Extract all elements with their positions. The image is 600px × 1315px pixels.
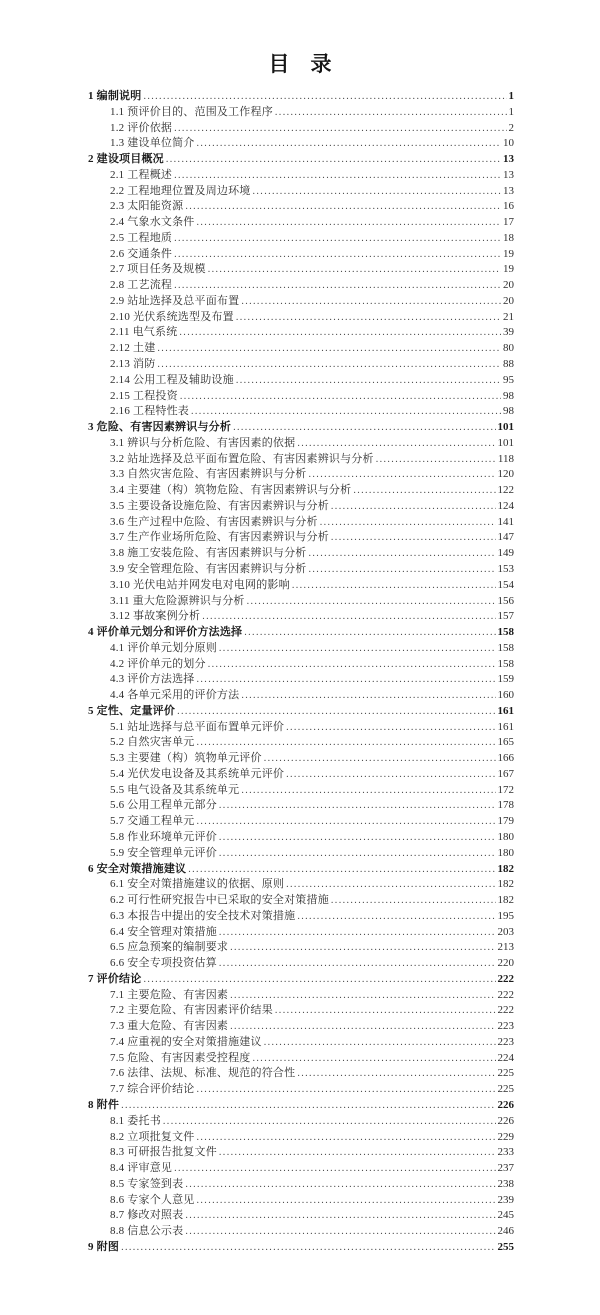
- dot-leader: [236, 373, 501, 389]
- toc-entry-page: 255: [497, 1240, 514, 1253]
- dot-leader: [275, 1003, 496, 1019]
- toc-entry: [88, 1098, 514, 1114]
- toc-entry: [88, 657, 514, 673]
- toc-entry: [88, 530, 514, 546]
- toc-entry-page: 160: [497, 689, 514, 702]
- toc-list: [88, 89, 514, 1256]
- toc-entry-label: 4.2 评价单元的划分: [110, 657, 206, 670]
- dot-leader: [197, 1082, 496, 1098]
- toc-entry-label: 2.14 公用工程及辅助设施: [110, 373, 234, 386]
- dot-leader: [121, 1098, 495, 1114]
- dot-leader: [264, 751, 496, 767]
- toc-entry: [88, 862, 514, 878]
- toc-entry: [88, 1193, 514, 1209]
- toc-entry-page: 158: [497, 626, 514, 639]
- toc-entry-page: 124: [497, 499, 514, 512]
- dot-leader: [174, 1161, 495, 1177]
- toc-entry-page: 19: [503, 247, 514, 260]
- toc-entry-page: 225: [497, 1067, 514, 1080]
- toc-entry: [88, 546, 514, 562]
- toc-entry-label: 2.6 交通条件: [110, 247, 173, 260]
- toc-entry: [88, 215, 514, 231]
- toc-entry: [88, 972, 514, 988]
- toc-entry-label: 3.9 安全管理危险、有害因素辨识与分析: [110, 562, 307, 575]
- dot-leader: [174, 231, 501, 247]
- toc-entry-label: 3.6 生产过程中危险、有害因素辨识与分析: [110, 515, 318, 528]
- toc-entry-label: 6 安全对策措施建议: [88, 862, 187, 875]
- toc-entry: [88, 893, 514, 909]
- toc-entry-page: 158: [497, 641, 514, 654]
- dot-leader: [275, 105, 507, 121]
- dot-leader: [331, 499, 496, 515]
- toc-entry-page: 180: [497, 830, 514, 843]
- dot-leader: [191, 404, 501, 420]
- toc-entry-page: 182: [497, 862, 514, 875]
- toc-entry: [88, 688, 514, 704]
- toc-entry: [88, 877, 514, 893]
- dot-leader: [247, 594, 496, 610]
- dot-leader: [353, 483, 495, 499]
- dot-leader: [197, 1193, 496, 1209]
- dot-leader: [297, 1066, 495, 1082]
- toc-entry-label: 2 建设项目概况: [88, 153, 164, 166]
- toc-entry-page: 80: [503, 342, 514, 355]
- toc-entry-page: 2: [508, 121, 514, 134]
- toc-entry-label: 2.5 工程地质: [110, 231, 173, 244]
- toc-entry: [88, 89, 514, 105]
- dot-leader: [309, 562, 496, 578]
- toc-entry-page: 229: [497, 1130, 514, 1143]
- toc-entry: [88, 1240, 514, 1256]
- dot-leader: [185, 1224, 495, 1240]
- dot-leader: [143, 972, 495, 988]
- dot-leader: [297, 909, 495, 925]
- toc-entry-label: 2.16 工程特性表: [110, 405, 189, 418]
- toc-entry-label: 7.3 重大危险、有害因素: [110, 1020, 229, 1033]
- toc-entry-label: 8.8 信息公示表: [110, 1225, 184, 1238]
- toc-entry-page: 226: [497, 1114, 514, 1127]
- toc-entry: [88, 1130, 514, 1146]
- dot-leader: [236, 310, 501, 326]
- toc-entry-label: 9 附图: [88, 1240, 120, 1253]
- dot-leader: [177, 704, 495, 720]
- toc-entry-page: 122: [497, 484, 514, 497]
- toc-entry-page: 246: [497, 1225, 514, 1238]
- toc-entry-page: 120: [497, 468, 514, 481]
- toc-entry: [88, 1208, 514, 1224]
- dot-leader: [179, 325, 501, 341]
- toc-entry-page: 16: [503, 200, 514, 213]
- toc-entry: [88, 1035, 514, 1051]
- toc-entry-label: 3.4 主要建（构）筑物危险、有害因素辨识与分析: [110, 484, 352, 497]
- toc-entry-label: 3 危险、有害因素辨识与分析: [88, 421, 232, 434]
- toc-entry: [88, 294, 514, 310]
- toc-entry-page: 20: [503, 279, 514, 292]
- toc-entry-page: 158: [497, 657, 514, 670]
- toc-entry-page: 156: [497, 594, 514, 607]
- dot-leader: [174, 278, 501, 294]
- toc-entry-label: 6.6 安全专项投资估算: [110, 957, 217, 970]
- dot-leader: [202, 609, 495, 625]
- toc-entry: [88, 136, 514, 152]
- toc-entry-page: 165: [497, 736, 514, 749]
- toc-entry: [88, 720, 514, 736]
- dot-leader: [309, 546, 496, 562]
- toc-entry-page: 39: [503, 326, 514, 339]
- dot-leader: [166, 152, 501, 168]
- toc-entry-label: 2.8 工艺流程: [110, 279, 173, 292]
- toc-entry-page: 179: [497, 815, 514, 828]
- toc-entry: [88, 262, 514, 278]
- toc-entry-page: 166: [497, 752, 514, 765]
- toc-entry-label: 2.10 光伏系统选型及布置: [110, 310, 234, 323]
- dot-leader: [253, 1051, 496, 1067]
- toc-entry: [88, 846, 514, 862]
- toc-entry: [88, 121, 514, 137]
- dot-leader: [219, 641, 496, 657]
- toc-entry-label: 3.11 重大危险源辨识与分析: [110, 594, 245, 607]
- toc-entry-label: 6.1 安全对策措施建议的依据、原则: [110, 878, 285, 891]
- toc-entry-page: 101: [497, 436, 514, 449]
- dot-leader: [197, 136, 502, 152]
- toc-entry-page: 98: [503, 405, 514, 418]
- toc-entry-page: 13: [503, 184, 514, 197]
- toc-entry-label: 3.8 施工安装危险、有害因素辨识与分析: [110, 547, 307, 560]
- toc-entry-page: 233: [497, 1146, 514, 1159]
- toc-entry-label: 2.3 太阳能资源: [110, 200, 184, 213]
- dot-leader: [376, 452, 496, 468]
- toc-entry: [88, 704, 514, 720]
- toc-entry-label: 5.8 作业环境单元评价: [110, 830, 217, 843]
- toc-entry-label: 5.6 公用工程单元部分: [110, 799, 217, 812]
- dot-leader: [331, 893, 496, 909]
- toc-entry: [88, 751, 514, 767]
- toc-entry: [88, 152, 514, 168]
- dot-leader: [219, 798, 496, 814]
- dot-leader: [233, 420, 495, 436]
- toc-entry-label: 8.5 专家签到表: [110, 1177, 184, 1190]
- toc-entry: [88, 814, 514, 830]
- toc-entry-label: 8.1 委托书: [110, 1114, 161, 1127]
- toc-entry-page: 101: [497, 421, 514, 434]
- toc-entry: [88, 184, 514, 200]
- toc-entry-page: 13: [503, 168, 514, 181]
- toc-entry-label: 2.12 土建: [110, 342, 156, 355]
- toc-entry-label: 4 评价单元划分和评价方法选择: [88, 626, 243, 639]
- dot-leader: [157, 357, 501, 373]
- page-title: 目 录: [268, 52, 332, 76]
- toc-entry-page: 225: [497, 1083, 514, 1096]
- dot-leader: [185, 1177, 495, 1193]
- toc-entry-page: 172: [497, 783, 514, 796]
- dot-leader: [286, 720, 495, 736]
- toc-entry: [88, 830, 514, 846]
- toc-entry: [88, 357, 514, 373]
- toc-entry: [88, 1066, 514, 1082]
- toc-entry: [88, 1082, 514, 1098]
- toc-entry-label: 8.3 可研报告批复文件: [110, 1146, 217, 1159]
- dot-leader: [174, 121, 506, 137]
- toc-entry: [88, 783, 514, 799]
- toc-entry: [88, 278, 514, 294]
- toc-entry-label: 8.7 修改对照表: [110, 1209, 184, 1222]
- toc-entry-page: 167: [497, 767, 514, 780]
- toc-entry-label: 7.6 法律、法规、标准、规范的符合性: [110, 1067, 296, 1080]
- toc-entry-page: 154: [497, 578, 514, 591]
- dot-leader: [157, 341, 501, 357]
- toc-entry-page: 222: [497, 972, 514, 985]
- toc-entry-label: 5.4 光伏发电设备及其系统单元评价: [110, 767, 285, 780]
- toc-entry: [88, 499, 514, 515]
- toc-entry-page: 13: [503, 153, 514, 166]
- toc-entry-page: 149: [497, 547, 514, 560]
- toc-entry-page: 1: [508, 105, 514, 118]
- toc-entry-page: 180: [497, 846, 514, 859]
- toc-entry-label: 6.5 应急预案的编制要求: [110, 941, 229, 954]
- toc-entry: [88, 735, 514, 751]
- toc-entry-label: 5.7 交通工程单元: [110, 815, 195, 828]
- toc-entry-label: 5.1 站址选择与总平面布置单元评价: [110, 720, 285, 733]
- toc-entry-page: 95: [503, 373, 514, 386]
- toc-entry: [88, 956, 514, 972]
- toc-entry: [88, 373, 514, 389]
- toc-entry-page: 220: [497, 957, 514, 970]
- dot-leader: [219, 925, 496, 941]
- toc-entry-page: 223: [497, 1020, 514, 1033]
- toc-entry: [88, 310, 514, 326]
- toc-entry: [88, 452, 514, 468]
- toc-entry-label: 8.6 专家个人意见: [110, 1193, 195, 1206]
- toc-entry-page: 159: [497, 673, 514, 686]
- toc-entry-page: 17: [503, 216, 514, 229]
- dot-leader: [241, 783, 495, 799]
- dot-leader: [286, 877, 495, 893]
- dot-leader: [230, 988, 495, 1004]
- toc-entry-label: 1.1 预评价目的、范围及工作程序: [110, 105, 273, 118]
- toc-entry: [88, 1019, 514, 1035]
- toc-entry-label: 6.4 安全管理对策措施: [110, 925, 217, 938]
- toc-entry-page: 141: [497, 515, 514, 528]
- toc-entry-label: 5.2 自然灾害单元: [110, 736, 195, 749]
- toc-entry-page: 195: [497, 909, 514, 922]
- dot-leader: [241, 294, 501, 310]
- toc-entry-page: 203: [497, 925, 514, 938]
- toc-entry: [88, 909, 514, 925]
- toc-entry-label: 4.1 评价单元划分原则: [110, 641, 217, 654]
- dot-leader: [197, 215, 502, 231]
- toc-entry-page: 88: [503, 358, 514, 371]
- toc-entry: [88, 231, 514, 247]
- toc-entry-label: 3.7 生产作业场所危险、有害因素辨识与分析: [110, 531, 329, 544]
- toc-entry: [88, 389, 514, 405]
- toc-entry-page: 161: [497, 720, 514, 733]
- toc-entry: [88, 625, 514, 641]
- toc-entry: [88, 672, 514, 688]
- toc-entry: [88, 247, 514, 263]
- toc-entry-page: 223: [497, 1035, 514, 1048]
- dot-leader: [180, 389, 501, 405]
- toc-entry-label: 5.9 安全管理单元评价: [110, 846, 217, 859]
- dot-leader: [174, 247, 501, 263]
- dot-leader: [292, 578, 496, 594]
- toc-entry-label: 3.1 辨识与分析危险、有害因素的依据: [110, 436, 296, 449]
- toc-entry: [88, 767, 514, 783]
- dot-leader: [208, 657, 496, 673]
- dot-leader: [297, 436, 495, 452]
- toc-entry-page: 98: [503, 389, 514, 402]
- dot-leader: [230, 940, 495, 956]
- toc-entry: [88, 515, 514, 531]
- toc-entry-page: 239: [497, 1193, 514, 1206]
- toc-entry: [88, 325, 514, 341]
- toc-entry: [88, 1145, 514, 1161]
- dot-leader: [286, 767, 495, 783]
- dot-leader: [208, 262, 501, 278]
- toc-entry-label: 1.2 评价依据: [110, 121, 173, 134]
- toc-entry-label: 2.1 工程概述: [110, 168, 173, 181]
- toc-entry-label: 1.3 建设单位简介: [110, 137, 195, 150]
- toc-entry: [88, 1177, 514, 1193]
- toc-entry-label: 5 定性、定量评价: [88, 704, 176, 717]
- toc-entry-label: 3.3 自然灾害危险、有害因素辨识与分析: [110, 468, 307, 481]
- toc-entry-label: 5.3 主要建（构）筑物单元评价: [110, 752, 262, 765]
- toc-entry-page: 238: [497, 1177, 514, 1190]
- dot-leader: [219, 830, 496, 846]
- dot-leader: [309, 467, 496, 483]
- toc-entry-label: 2.4 气象水文条件: [110, 216, 195, 229]
- dot-leader: [264, 1035, 496, 1051]
- dot-leader: [185, 1208, 495, 1224]
- toc-entry-page: 178: [497, 799, 514, 812]
- toc-entry-page: 21: [503, 310, 514, 323]
- toc-entry: [88, 578, 514, 594]
- toc-entry-label: 7.7 综合评价结论: [110, 1083, 195, 1096]
- toc-entry-page: 237: [497, 1162, 514, 1175]
- toc-entry-label: 2.13 消防: [110, 358, 156, 371]
- dot-leader: [230, 1019, 495, 1035]
- toc-entry: [88, 168, 514, 184]
- toc-entry-page: 224: [497, 1051, 514, 1064]
- dot-leader: [320, 515, 496, 531]
- toc-entry-page: 118: [497, 452, 514, 465]
- toc-entry: [88, 641, 514, 657]
- toc-entry-label: 5.5 电气设备及其系统单元: [110, 783, 240, 796]
- dot-leader: [185, 199, 501, 215]
- toc-entry: [88, 988, 514, 1004]
- toc-entry-label: 3.2 站址选择及总平面布置危险、有害因素辨识与分析: [110, 452, 374, 465]
- dot-leader: [219, 956, 496, 972]
- toc-entry-label: 3.5 主要设备设施危险、有害因素辨识与分析: [110, 499, 329, 512]
- toc-entry: [88, 420, 514, 436]
- toc-entry-label: 3.10 光伏电站并网发电对电网的影响: [110, 578, 290, 591]
- toc-entry-label: 2.15 工程投资: [110, 389, 178, 402]
- toc-entry: [88, 562, 514, 578]
- toc-entry-label: 2.9 站址选择及总平面布置: [110, 294, 240, 307]
- toc-entry-label: 7.1 主要危险、有害因素: [110, 988, 229, 1001]
- toc-entry-page: 161: [497, 704, 514, 717]
- dot-leader: [121, 1240, 495, 1256]
- dot-leader: [197, 672, 496, 688]
- toc-entry-page: 213: [497, 941, 514, 954]
- toc-entry-label: 8.4 评审意见: [110, 1162, 173, 1175]
- toc-entry-label: 2.7 项目任务及规模: [110, 263, 206, 276]
- toc-entry: [88, 798, 514, 814]
- toc-entry: [88, 467, 514, 483]
- dot-leader: [197, 1130, 496, 1146]
- toc-entry-page: 182: [497, 894, 514, 907]
- toc-entry: [88, 1114, 514, 1130]
- toc-entry-label: 2.11 电气系统: [110, 326, 178, 339]
- dot-leader: [188, 862, 495, 878]
- toc-entry-page: 153: [497, 562, 514, 575]
- toc-entry: [88, 341, 514, 357]
- toc-entry: [88, 404, 514, 420]
- toc-entry: [88, 925, 514, 941]
- toc-entry: [88, 483, 514, 499]
- toc-entry-label: 8 附件: [88, 1099, 120, 1111]
- dot-leader: [219, 846, 496, 862]
- toc-entry-page: 226: [497, 1099, 514, 1111]
- toc-entry-label: 8.2 立项批复文件: [110, 1130, 195, 1143]
- dot-leader: [163, 1114, 496, 1130]
- toc-entry: [88, 609, 514, 625]
- toc-entry-label: 7 评价结论: [88, 972, 142, 985]
- toc-entry: [88, 594, 514, 610]
- dot-leader: [244, 625, 495, 641]
- dot-leader: [331, 530, 496, 546]
- toc-entry: [88, 1051, 514, 1067]
- toc-entry-label: 3.12 事故案例分析: [110, 610, 201, 623]
- toc-entry-page: 157: [497, 610, 514, 623]
- toc-entry-page: 245: [497, 1209, 514, 1222]
- toc-entry-label: 7.5 危险、有害因素受控程度: [110, 1051, 251, 1064]
- toc-entry-page: 19: [503, 263, 514, 276]
- toc-entry-page: 182: [497, 878, 514, 891]
- toc-entry-page: 18: [503, 231, 514, 244]
- dot-leader: [197, 735, 496, 751]
- dot-leader: [143, 89, 506, 105]
- toc-entry-page: 20: [503, 294, 514, 307]
- toc-entry-label: 6.3 本报告中提出的安全技术对策措施: [110, 909, 296, 922]
- toc-entry-label: 7.4 应重视的安全对策措施建议: [110, 1035, 262, 1048]
- toc-entry-label: 4.3 评价方法选择: [110, 673, 195, 686]
- toc-entry: [88, 940, 514, 956]
- toc-entry-label: 7.2 主要危险、有害因素评价结果: [110, 1004, 273, 1017]
- dot-leader: [253, 184, 502, 200]
- toc-entry-page: 1: [508, 90, 514, 102]
- toc-entry-label: 1 编制说明: [88, 90, 142, 102]
- toc-entry: [88, 105, 514, 121]
- dot-leader: [219, 1145, 496, 1161]
- toc-entry-label: 2.2 工程地理位置及周边环境: [110, 184, 251, 197]
- toc-entry-page: 222: [497, 1004, 514, 1017]
- toc-entry: [88, 1224, 514, 1240]
- toc-entry-label: 4.4 各单元采用的评价方法: [110, 689, 240, 702]
- dot-leader: [174, 168, 501, 184]
- toc-entry-page: 222: [497, 988, 514, 1001]
- toc-entry: [88, 199, 514, 215]
- dot-leader: [197, 814, 496, 830]
- toc-entry-page: 10: [503, 137, 514, 150]
- toc-entry-page: 147: [497, 531, 514, 544]
- toc-entry: [88, 1161, 514, 1177]
- dot-leader: [241, 688, 495, 704]
- toc-entry-label: 6.2 可行性研究报告中已采取的安全对策措施: [110, 894, 329, 907]
- toc-entry: [88, 1003, 514, 1019]
- toc-entry: [88, 436, 514, 452]
